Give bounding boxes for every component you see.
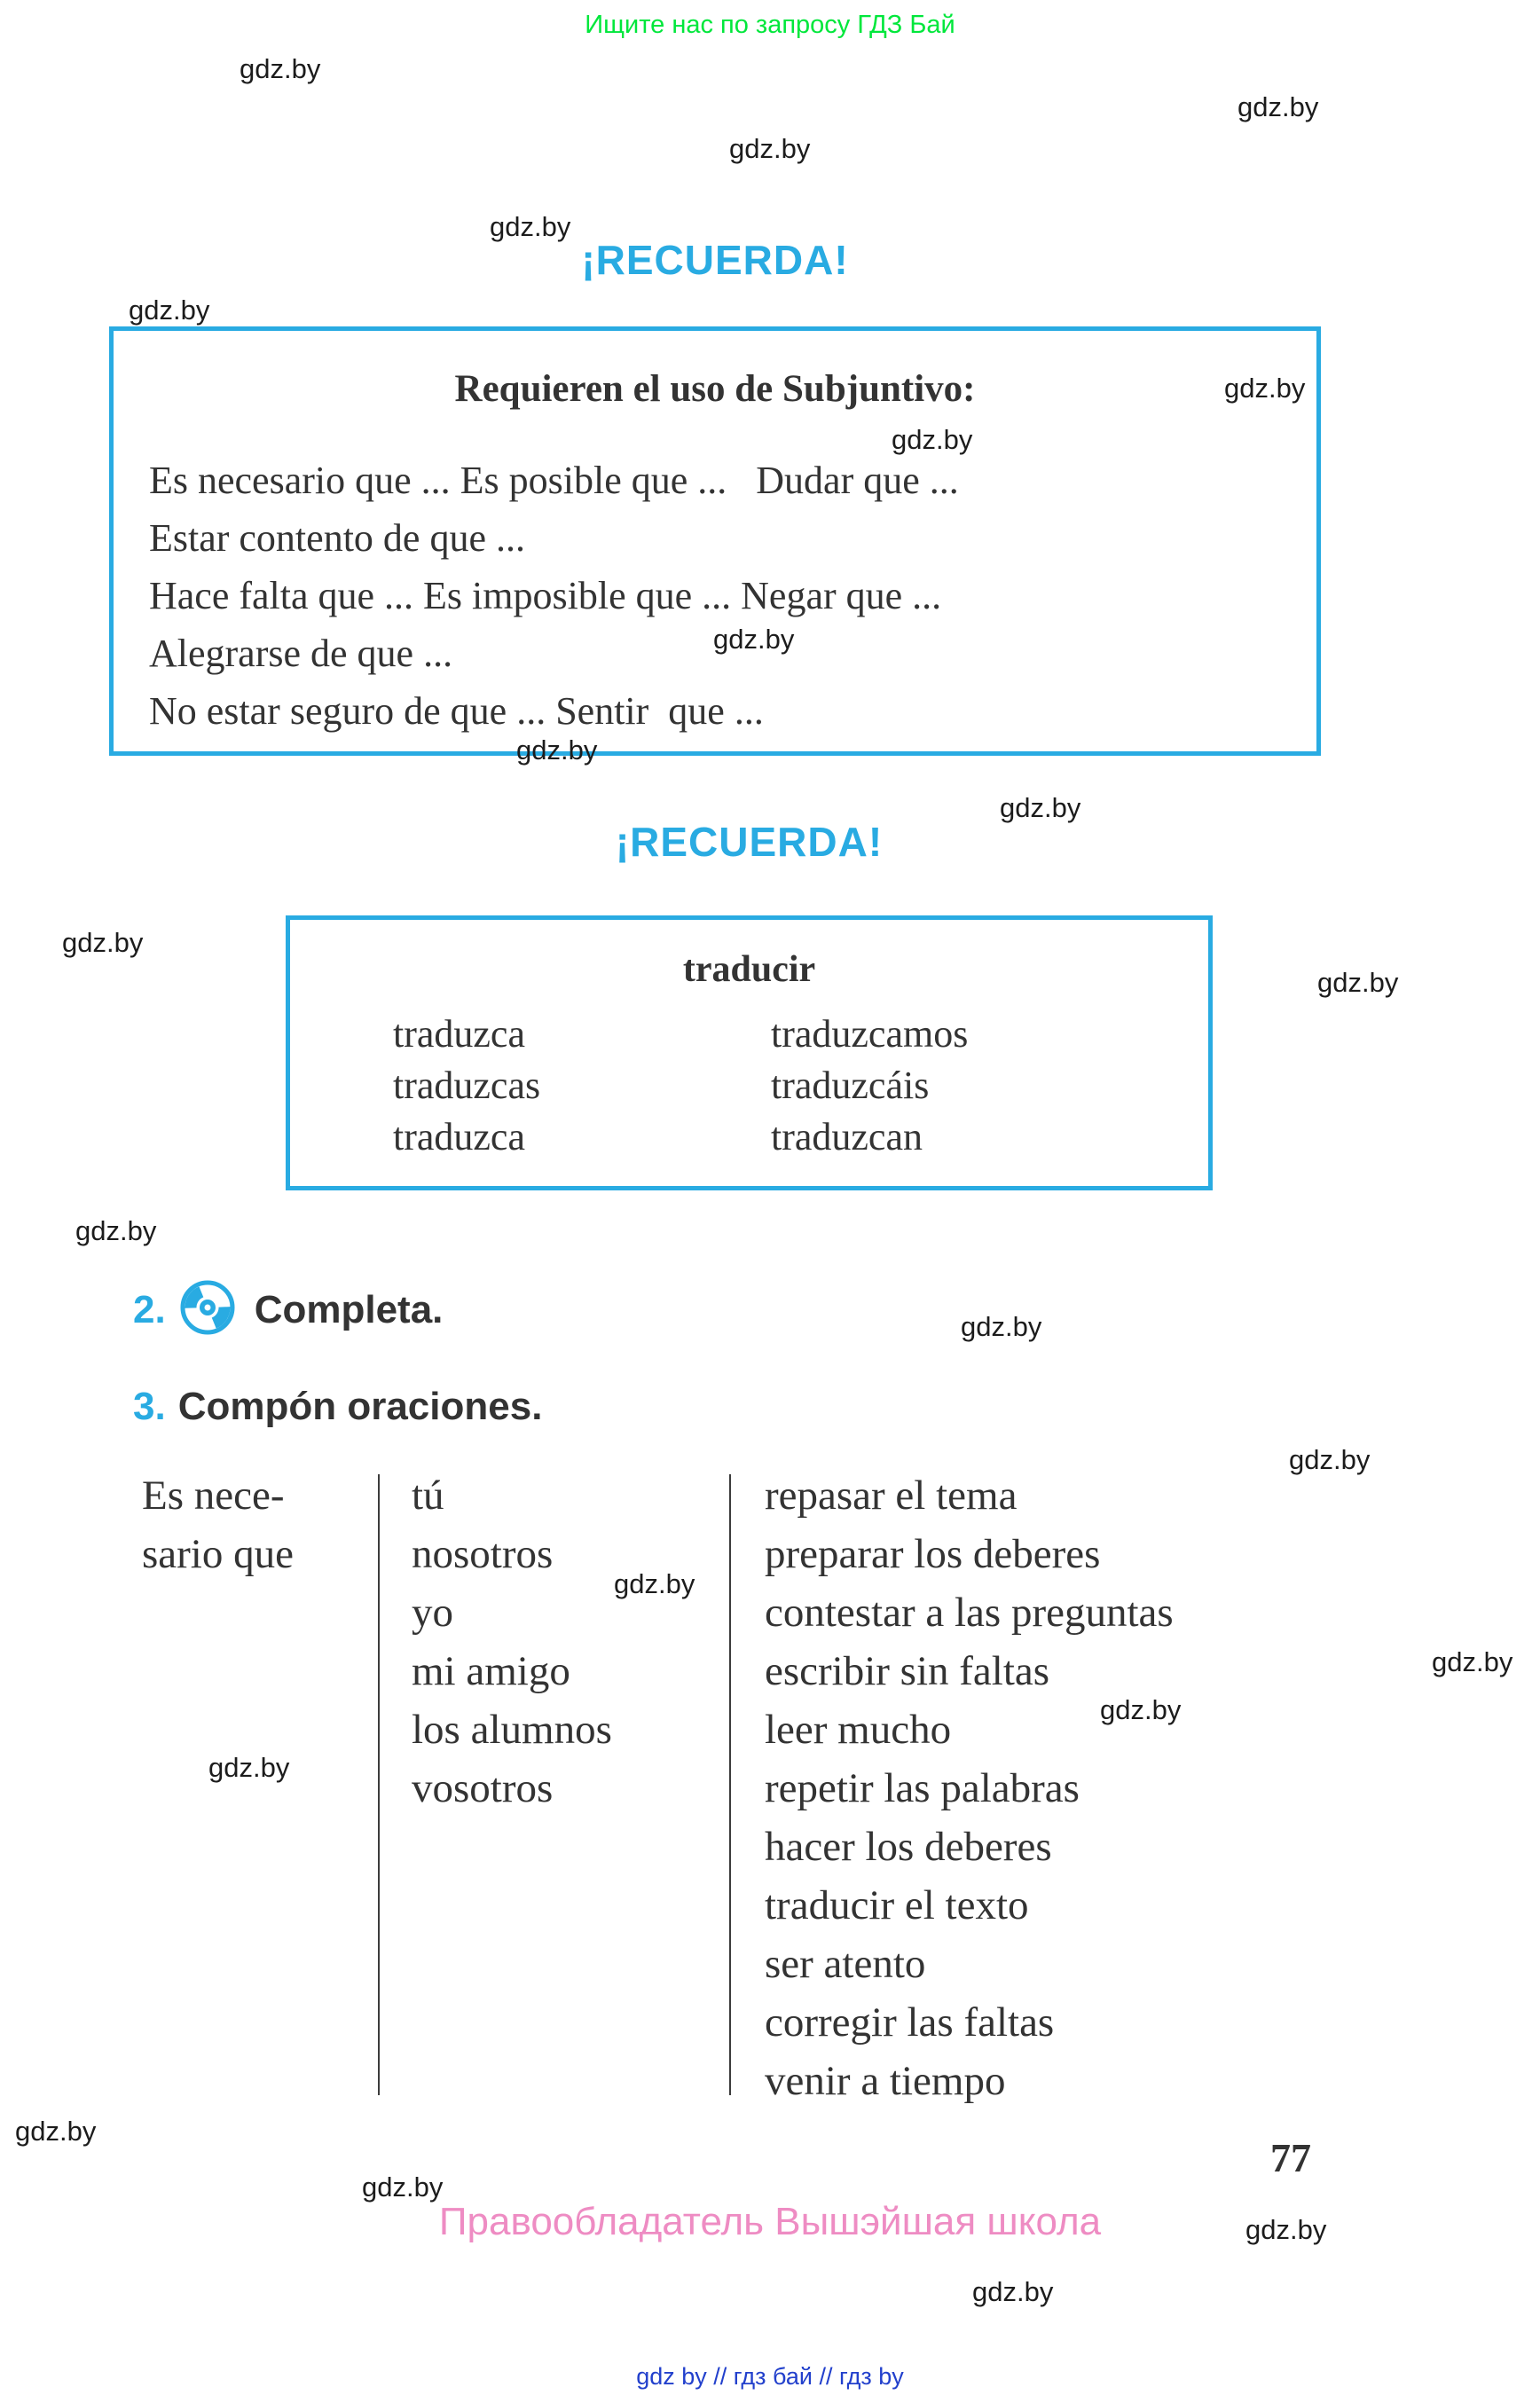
promo-banner: Ищите нас по запросу ГДЗ Бай [585, 11, 955, 39]
rule-line: Es necesario que ... Es posible que ... Dudar que ... [149, 459, 959, 502]
watermark-gdz: gdz.by [362, 2171, 444, 2203]
watermark-gdz: gdz.by [1238, 91, 1319, 122]
conjugation-form: traduzca [393, 1012, 525, 1056]
watermark-gdz: gdz.by [961, 1311, 1042, 1342]
conjugation-box [286, 915, 1213, 1190]
watermark-gdz: gdz.by [1100, 1694, 1182, 1725]
recuerda-heading-2: ¡RECUERDA! [615, 819, 884, 865]
watermark-gdz: gdz.by [240, 53, 321, 84]
table-subjects-column [412, 1466, 612, 1818]
watermark-gdz: gdz.by [1289, 1444, 1371, 1475]
exercise-2-title: Completa. [254, 1288, 444, 1331]
conjugation-form: traduzcáis [771, 1064, 930, 1107]
copyright-notice: Правообладатель Вышэйшая школа [438, 2200, 1102, 2243]
watermark-gdz: gdz.by [516, 734, 598, 766]
watermark-gdz: gdz.by [972, 2276, 1054, 2307]
column-divider-1 [378, 1474, 380, 2095]
table-subject: tú [412, 1472, 444, 1519]
table-predicate: traducir el texto [765, 1882, 1029, 1928]
rule-box-title: Requieren el uso de Subjuntivo: [454, 368, 976, 410]
table-subject: yo [412, 1590, 453, 1636]
watermark-gdz: gdz.by [129, 294, 210, 326]
page-number: 77 [1270, 2135, 1311, 2180]
table-predicate: repetir las palabras [765, 1765, 1080, 1811]
watermark-gdz: gdz.by [1432, 1646, 1513, 1677]
table-predicate: repasar el tema [765, 1472, 1018, 1519]
watermark-gdz: gdz.by [208, 1752, 290, 1783]
table-subject: nosotros [412, 1531, 554, 1577]
table-stem-line: Es nece- [142, 1472, 285, 1519]
subjuntivo-rule-box [109, 326, 1321, 756]
watermark-gdz: gdz.by [713, 624, 795, 655]
recuerda-heading-1: ¡RECUERDA! [581, 237, 849, 283]
exercise-2-number: 2. [133, 1288, 166, 1331]
table-predicates-column [765, 1466, 1174, 2110]
exercise-3-title: Compón oraciones. [177, 1385, 543, 1428]
watermark-gdz: gdz.by [1000, 792, 1081, 823]
rule-line: No estar seguro de que ... Sentir que ... [149, 689, 764, 733]
table-predicate: leer mucho [765, 1707, 952, 1753]
table-subject: vosotros [412, 1765, 554, 1811]
table-predicate: venir a tiempo [765, 2058, 1006, 2104]
column-divider-2 [729, 1474, 731, 2095]
table-predicate: contestar a las preguntas [765, 1590, 1174, 1636]
rule-line: Hace falta que ... Es imposible que ... Negar que ... [149, 574, 942, 617]
watermark-gdz: gdz.by [1224, 373, 1306, 404]
exercise-3-header [133, 1385, 542, 1429]
table-predicate: escribir sin faltas [765, 1648, 1050, 1694]
watermark-gdz: gdz.by [15, 2116, 97, 2147]
watermark-gdz: gdz.by [729, 133, 811, 164]
conjugation-form: traduzca [393, 1115, 525, 1158]
conjugation-plural-column [771, 1009, 968, 1163]
conjugation-form: traduzcas [393, 1064, 541, 1107]
table-stem-column [142, 1466, 294, 1583]
verb-infinitive: traducir [682, 949, 816, 990]
table-predicate: preparar los deberes [765, 1531, 1101, 1577]
footer-links[interactable]: gdz by // гдз бай // гдз by [636, 2363, 904, 2390]
rule-box-lines [149, 452, 1316, 740]
table-stem-line: sario que [142, 1531, 294, 1577]
table-subject: mi amigo [412, 1648, 570, 1694]
conjugation-form: traduzcan [771, 1115, 923, 1158]
rule-line: Estar contento de que ... [149, 516, 525, 560]
watermark-gdz: gdz.by [892, 424, 973, 455]
table-predicate: corregir las faltas [765, 1999, 1055, 2046]
conjugation-form: traduzcamos [771, 1012, 969, 1056]
table-predicate: ser atento [765, 1941, 926, 1987]
exercise-2-header [133, 1278, 443, 1337]
watermark-gdz: gdz.by [75, 1215, 157, 1246]
watermark-gdz: gdz.by [1317, 967, 1399, 998]
table-subject: los alumnos [412, 1707, 612, 1753]
exercise-3-number: 3. [133, 1385, 166, 1428]
table-predicate: hacer los deberes [765, 1824, 1052, 1870]
watermark-gdz: gdz.by [614, 1568, 695, 1599]
watermark-gdz: gdz.by [490, 211, 571, 242]
rule-line: Alegrarse de que ... [149, 632, 453, 675]
watermark-gdz: gdz.by [1245, 2214, 1327, 2245]
watermark-gdz: gdz.by [62, 927, 144, 958]
conjugation-singular-column [393, 1009, 540, 1163]
cd-icon [178, 1278, 237, 1337]
